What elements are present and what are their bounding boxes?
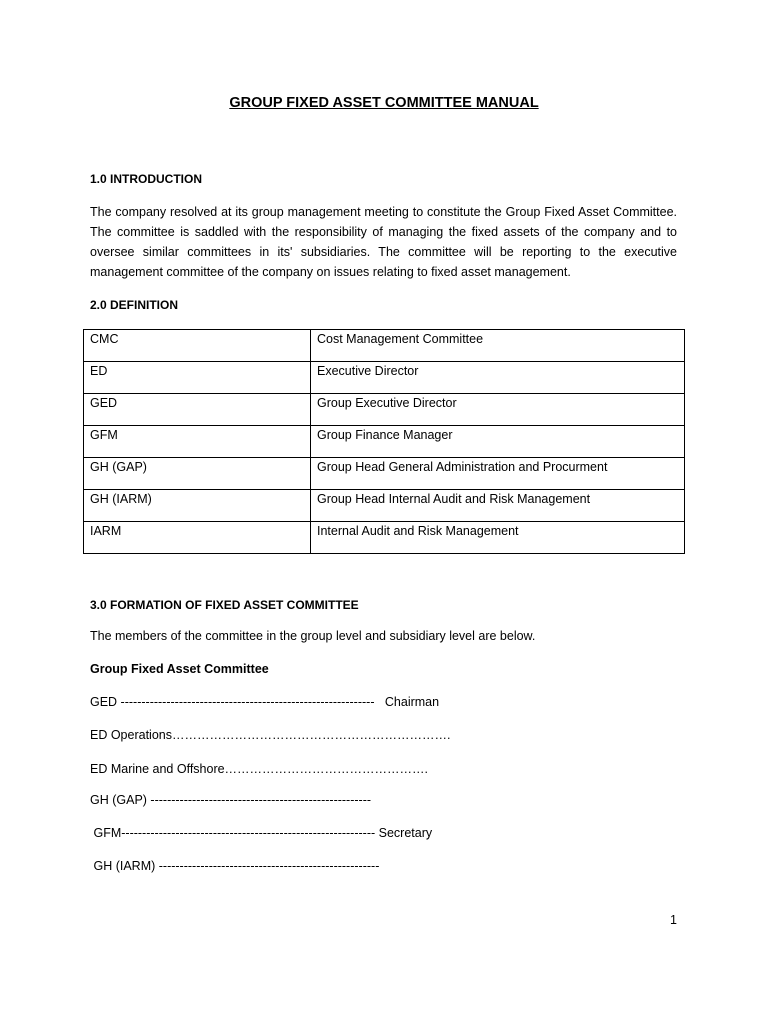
abbreviation-cell: ED: [84, 362, 311, 394]
member-line-chairman: GED ------------------------------------------------------------- Chairman: [90, 695, 440, 709]
table-row: [84, 394, 685, 426]
meaning-cell: Group Head Internal Audit and Risk Management: [311, 490, 685, 522]
formation-heading: 3.0 FORMATION OF FIXED ASSET COMMITTEE: [90, 598, 359, 612]
definition-table: [83, 329, 685, 554]
table-row: [84, 362, 685, 394]
member-line: GH (GAP) -----------------------------------------------------: [90, 793, 372, 807]
table-row: [84, 330, 685, 362]
document-title: GROUP FIXED ASSET COMMITTEE MANUAL: [229, 95, 539, 111]
introduction-heading: 1.0 INTRODUCTION: [90, 172, 203, 186]
meaning-cell: Executive Director: [311, 362, 685, 394]
table-row: [84, 522, 685, 554]
meaning-cell: Internal Audit and Risk Management: [311, 522, 685, 554]
table-row: [84, 490, 685, 522]
meaning-cell: Group Head General Administration and Procurment: [311, 458, 685, 490]
abbreviation-cell: IARM: [84, 522, 311, 554]
formation-paragraph: The members of the committee in the group level and subsidiary level are below.: [90, 629, 536, 643]
meaning-cell: Group Finance Manager: [311, 426, 685, 458]
abbreviation-cell: GH (GAP): [84, 458, 311, 490]
abbreviation-cell: GH (IARM): [84, 490, 311, 522]
definition-heading: 2.0 DEFINITION: [90, 298, 179, 312]
meaning-cell: Cost Management Committee: [311, 330, 685, 362]
abbreviation-cell: GED: [84, 394, 311, 426]
member-line-secretary: GFM------------------------------------------------------------- Secretary: [90, 826, 433, 840]
member-line: ED Operations………………………………………………………….: [90, 728, 451, 742]
meaning-cell: Group Executive Director: [311, 394, 685, 426]
table-row: [84, 426, 685, 458]
member-line: ED Marine and Offshore………………………………………….: [90, 762, 429, 776]
abbreviation-cell: CMC: [84, 330, 311, 362]
committee-subheading: Group Fixed Asset Committee: [90, 662, 269, 676]
table-row: [84, 458, 685, 490]
abbreviation-cell: GFM: [84, 426, 311, 458]
member-line: GH (IARM) -----------------------------------------------------: [90, 859, 380, 873]
introduction-paragraph: The company resolved at its group management meeting to constitute the Group Fixed Asset Committee. The committee is saddled with the responsibility of managing the fixed assets of the company and to oversee similar committees in its' subsidiaries. The committee will be reporting to the executive management committee of the company on issues relating to fixed asset management.: [90, 205, 677, 279]
page-number: 1: [670, 913, 677, 927]
